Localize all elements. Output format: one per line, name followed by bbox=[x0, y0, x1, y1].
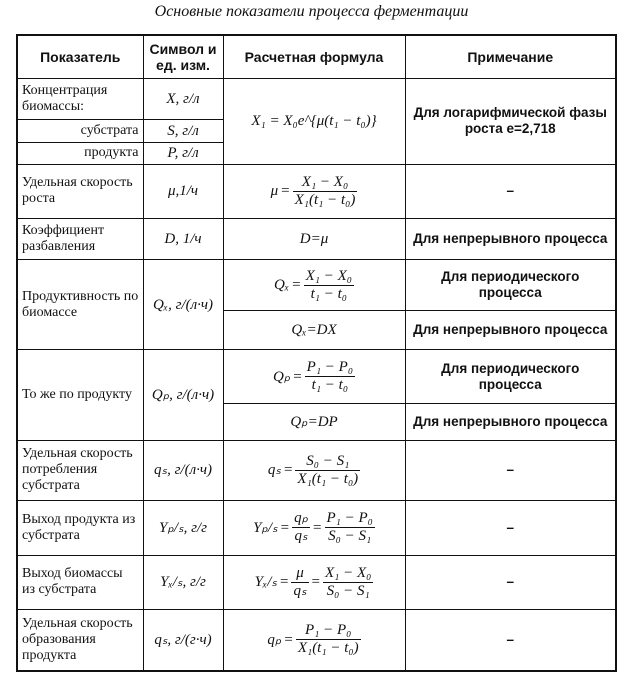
form-symbol: qₛ, г/(г·ч) bbox=[143, 609, 223, 671]
growth-note: – bbox=[405, 165, 616, 219]
substrate-label: субстрата bbox=[17, 119, 143, 142]
prodprod-formula2: Qₚ=DP bbox=[223, 403, 405, 440]
yps-note: – bbox=[405, 500, 616, 556]
table-row bbox=[17, 165, 616, 219]
cons-symbol: qₛ, г/(л·ч) bbox=[143, 440, 223, 500]
table-row bbox=[17, 440, 616, 500]
prodprod-note2: Для непрерывного процесса bbox=[405, 403, 616, 440]
substrate-symbol: S, г/л bbox=[143, 119, 223, 142]
conc-note: Для логарифмической фазы роста e=2,718 bbox=[405, 78, 616, 164]
form-formula: qₚ = $\frac{\text{P₁ − P₀}}{\text{X₁(t₁ − t₀)}}$ bbox=[223, 609, 405, 671]
prodprod-formula1: Qₚ = $\frac{\text{P₁ − P₀}}{\text{t₁ − t₀}}$ bbox=[223, 350, 405, 404]
table-row bbox=[17, 78, 616, 119]
prodbio-formula2: Qₓ=DX bbox=[223, 311, 405, 350]
form-note: – bbox=[405, 609, 616, 671]
yps-formula: Yₚ/ₛ = $\frac{\text{qₚ}}{\text{qₛ}}$ = $\frac{\text{P₁ − P₀}}{\text{S₀ − S₁}}$ bbox=[223, 500, 405, 556]
growth-label: Удельная скорость роста bbox=[17, 165, 143, 219]
prodbio-symbol: Qₓ, г/(л·ч) bbox=[143, 259, 223, 350]
table-row bbox=[17, 556, 616, 610]
prodprod-symbol: Qₚ, г/(л·ч) bbox=[143, 350, 223, 441]
conc-label: Концентрация биомассы: bbox=[17, 78, 143, 119]
yxs-label: Выход биомассы из субстрата bbox=[17, 556, 143, 610]
cons-formula: qₛ = $\frac{\text{S₀ − S₁}}{\text{X₁(t₁ − t₀)}}$ bbox=[223, 440, 405, 500]
table-row bbox=[17, 259, 616, 310]
mu-symbol: μ bbox=[270, 183, 279, 200]
table-row bbox=[17, 500, 616, 556]
yxs-formula: Yₓ/ₛ = $\frac{\mu}{\text{qₛ}}$ = $\frac{\text{X₁ − X₀}}{\text{S₀ − S₁}}$ bbox=[223, 556, 405, 610]
table-row bbox=[17, 218, 616, 259]
growth-formula: μ = $\frac{\text{X₁ − X₀}}{\text{X₁(t₁ − t₀)}}$ bbox=[223, 165, 405, 219]
form-label: Удельная скорость образования продукта bbox=[17, 609, 143, 671]
prodbio-label: Продуктивность по биомассе bbox=[17, 259, 143, 350]
prodbio-note2: Для непрерывного процесса bbox=[405, 311, 616, 350]
header-symbol: Символ и ед. изм. bbox=[143, 35, 223, 78]
growth-symbol: μ,1/ч bbox=[143, 165, 223, 219]
yps-symbol: Yₚ/ₛ, г/г bbox=[143, 500, 223, 556]
yxs-note: – bbox=[405, 556, 616, 610]
dil-symbol: D, 1/ч bbox=[143, 218, 223, 259]
table-row bbox=[17, 350, 616, 404]
fermentation-table bbox=[16, 34, 617, 672]
page-title: Основные показатели процесса ферментации bbox=[154, 3, 469, 20]
cons-note: – bbox=[405, 440, 616, 500]
product-label: продукта bbox=[17, 142, 143, 165]
header-formula: Расчетная формула bbox=[223, 35, 405, 78]
header-note: Примечание bbox=[405, 35, 616, 78]
header-row bbox=[17, 35, 616, 78]
yxs-symbol: Yₓ/ₛ, г/г bbox=[143, 556, 223, 610]
conc-formula-cell bbox=[223, 78, 405, 164]
header-param: Показатель bbox=[17, 35, 143, 78]
cons-label: Удельная скорость потребления субстрата bbox=[17, 440, 143, 500]
dil-label: Коэффициент разбавления bbox=[17, 218, 143, 259]
dil-formula: D=μ bbox=[223, 218, 405, 259]
table-row bbox=[17, 609, 616, 671]
dil-note: Для непрерывного процесса bbox=[405, 218, 616, 259]
conc-symbol: X, г/л bbox=[143, 78, 223, 119]
prodprod-note1: Для периодического процесса bbox=[405, 350, 616, 404]
prodprod-label: То же по продукту bbox=[17, 350, 143, 441]
yps-label: Выход продукта из субстрата bbox=[17, 500, 143, 556]
conc-formula: X₁ = X₀e^{μ(t₁ − t₀)} bbox=[251, 112, 377, 129]
prodbio-note1: Для периодического процесса bbox=[405, 259, 616, 310]
prodbio-formula1: Qₓ = $\frac{\text{X₁ − X₀}}{\text{t₁ − t₀}}$ bbox=[223, 259, 405, 310]
product-symbol: P, г/л bbox=[143, 142, 223, 165]
